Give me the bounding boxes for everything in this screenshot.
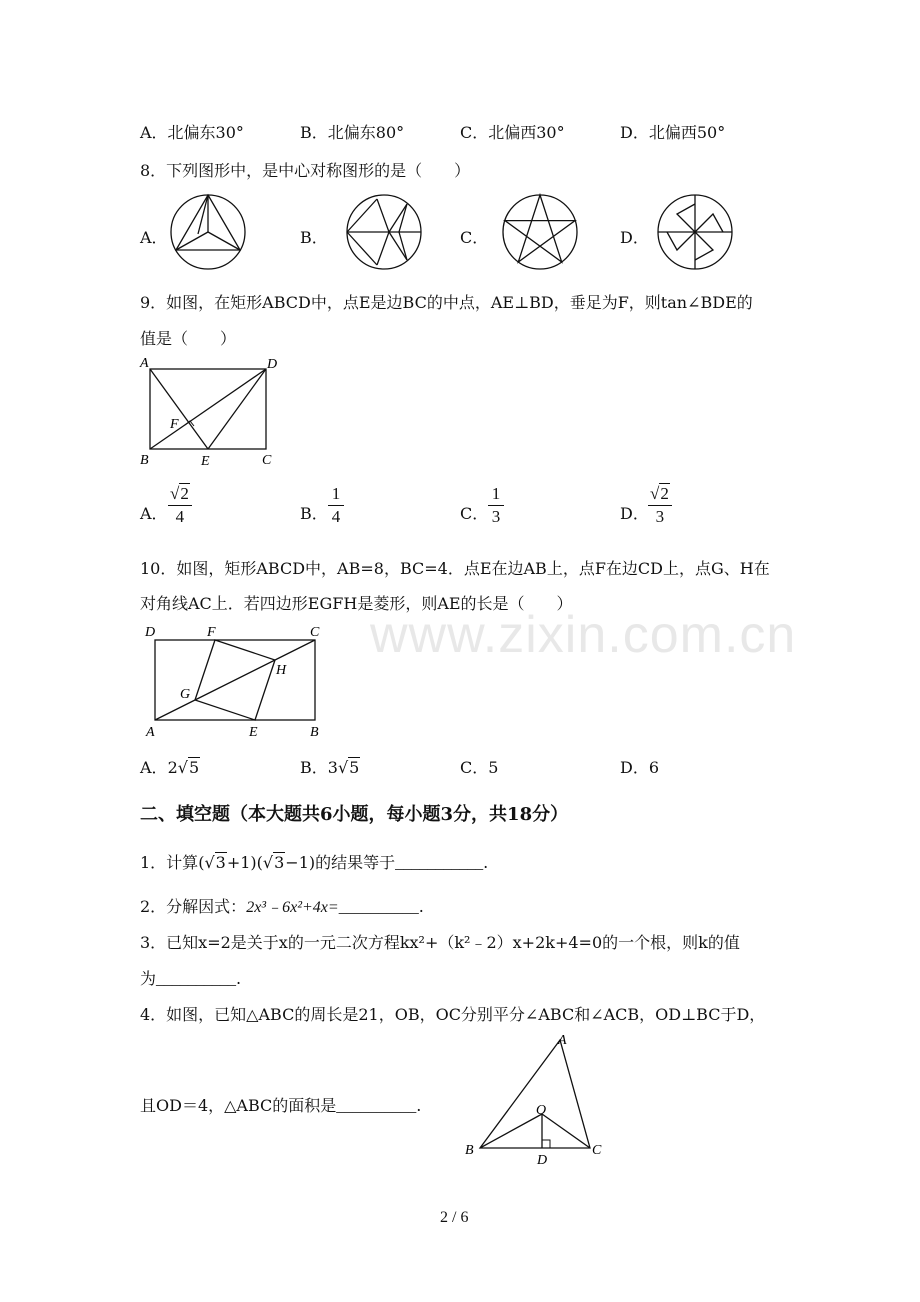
q4-label-d: D [537,1153,548,1168]
q10-label-b: B [310,725,319,740]
q10-label-g: G [180,687,191,702]
q9-figure [136,352,286,468]
fill-q4-blank[interactable]: __________ [336,1098,417,1115]
q9-option-d-letter: D． [620,504,649,523]
fill-q4-line1: 4．如图，已知△ABC的周长是21，OB，OC分别平分∠ABC和∠ACB，OD⊥BC于D， [140,1005,766,1024]
fill-q4-line2: 且OD＝4，△ABC的面积是__________. [140,1096,422,1115]
q4-label-a: A [558,1033,567,1048]
q10-label-a: A [146,725,155,740]
q9-label-f: F [170,417,179,432]
q9-label-e: E [201,454,210,468]
q4-triangle-figure [460,1032,610,1170]
q4-label-b: B [465,1143,474,1158]
q7-option-c: C．北偏西30° [460,123,565,142]
q8-option-a-letter: A． [140,228,168,247]
q10-label-c: C [310,625,320,640]
fill-q3-line1: 3．已知x=2是关于x的一元二次方程kx²+（k²﹣2）x+2k+4=0的一个根，则k的值 [140,933,740,952]
q10-option-c: C．5 [460,758,499,777]
q8-figure-a [168,192,248,272]
q9-label-d: D [267,357,278,372]
q9-stem-line1: 9．如图，在矩形ABCD中，点E是边BC的中点，AE⊥BD，垂足为F，则tan∠BDE的 [140,293,753,312]
q4-label-c: C [592,1143,602,1158]
q7-option-b: B．北偏东80° [300,123,405,142]
q8-option-b-letter: B． [300,228,328,247]
fill-q1-blank[interactable]: ___________ [395,855,484,872]
q8-option-d-letter: D． [620,228,649,247]
fill-q3-blank[interactable]: __________ [156,971,237,988]
q9-label-b: B [140,453,149,468]
q10-stem-line2: 对角线AC上．若四边形EGFH是菱形，则AE的长是（ ） [140,594,573,613]
q9-option-b-fraction: 1 4 [328,484,344,527]
q9-stem-line2: 值是（ ） [140,329,237,348]
q7-option-a: A．北偏东30° [140,123,244,142]
q8-figure-c [500,192,580,272]
page-number: 2 / 6 [440,1209,469,1226]
q8-stem: 8．下列图形中，是中心对称图形的是（ ） [140,161,471,180]
q8-option-c-letter: C． [460,228,489,247]
section-heading: 二、填空题（本大题共6小题，每小题3分，共18分） [140,804,569,825]
watermark: www.zixin.com.cn [370,606,797,664]
q9-option-c-fraction: 1 3 [488,484,504,527]
q10-label-f: F [207,625,216,640]
q9-option-b-letter: B． [300,504,328,523]
q10-stem-line1: 10．如图，矩形ABCD中，AB=8，BC=4．点E在边AB上，点F在边CD上，点G、H在 [140,559,770,578]
q10-label-h: H [276,663,287,678]
q9-label-a: A [140,356,149,371]
fill-q3-line2: 为__________. [140,969,242,988]
fill-q1: 1．计算(√3+1)(√3−1)的结果等于___________. [140,853,489,872]
q9-option-a-letter: A． [140,504,168,523]
q10-figure [140,618,330,742]
q9-option-c-letter: C． [460,504,489,523]
q8-figure-b [344,192,424,272]
q4-label-o: O [536,1103,547,1118]
q9-label-c: C [262,453,272,468]
q10-label-e: E [249,725,258,740]
q10-option-a: A．2√5 [140,758,200,777]
q10-option-d: D．6 [620,758,660,777]
q8-figure-d [655,192,735,272]
fill-q2-blank[interactable]: __________ [338,899,419,916]
fill-q2: 2．分解因式：2x³﹣6x²+4x=__________. [140,897,424,916]
q10-option-b: B．3√5 [300,758,360,777]
q7-option-d: D．北偏西50° [620,123,726,142]
q10-label-d: D [145,625,156,640]
q9-option-a-fraction: √2 4 [168,484,192,527]
q9-option-d-fraction: √2 3 [648,484,672,527]
